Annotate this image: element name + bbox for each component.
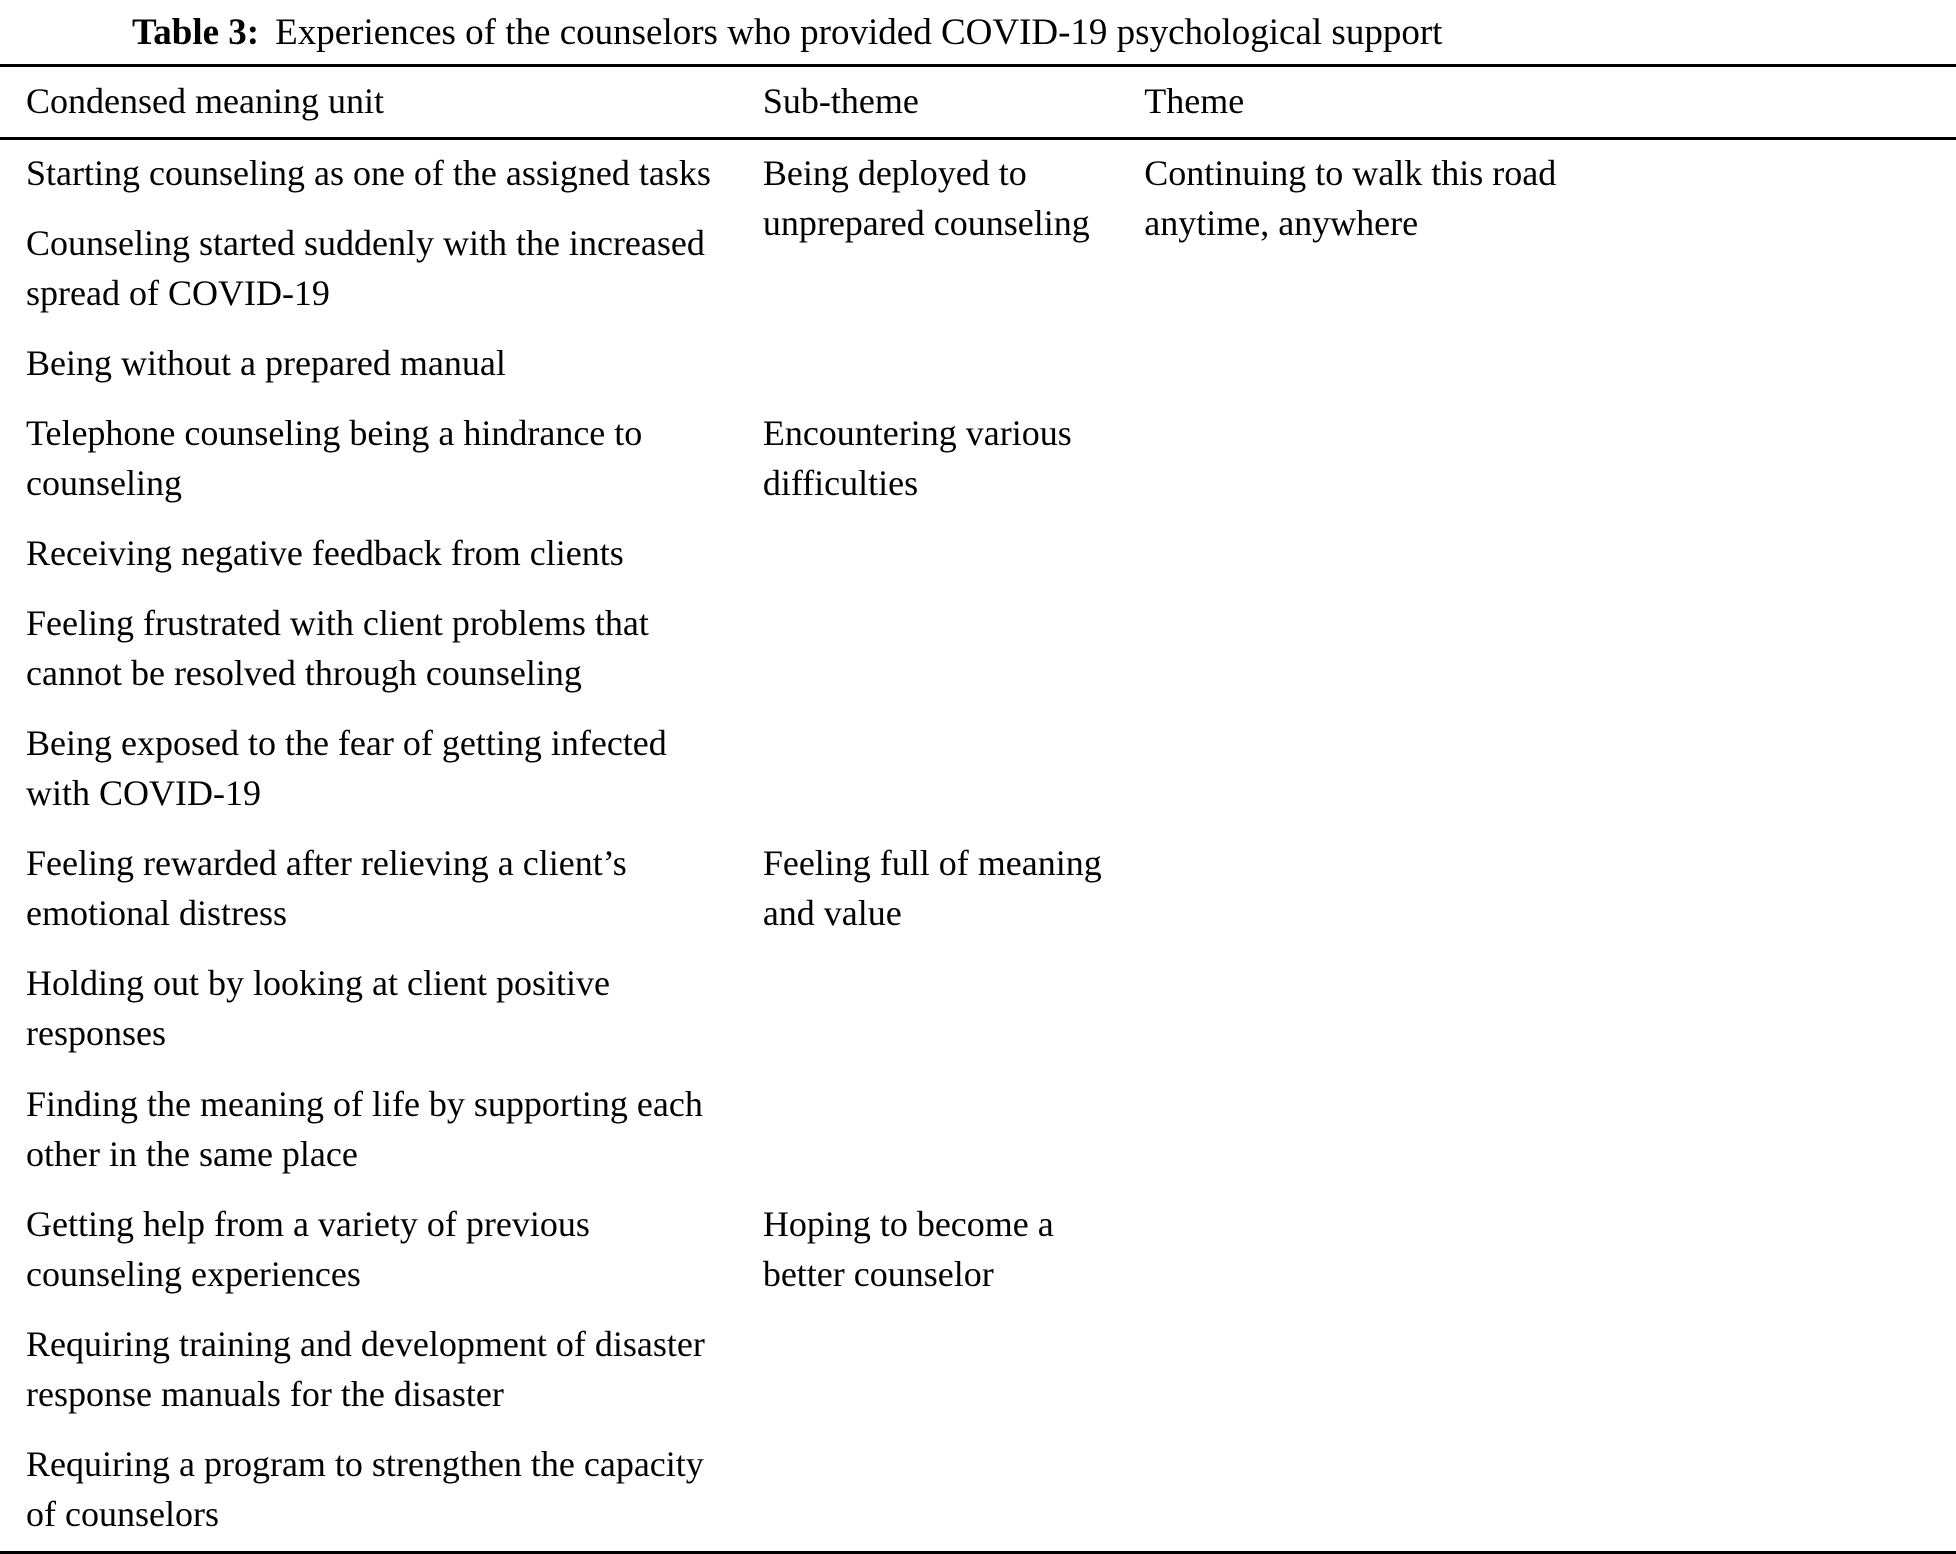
- table-caption: [0, 0, 1956, 64]
- column-header-condensed-meaning-unit: Condensed meaning unit: [0, 66, 763, 139]
- sub-theme-cell: Hoping to become a better counselor: [762, 1203, 1054, 1294]
- table-row: [0, 139, 1956, 211]
- condensed-meaning-unit-cell: Receiving negative feedback from clients: [26, 533, 624, 574]
- sub-theme-cell: Feeling full of meaning and value: [762, 843, 1102, 934]
- condensed-meaning-unit-cell: Requiring training and development of disaster response manuals for the disaster: [26, 1323, 705, 1414]
- condensed-meaning-unit-cell: Being without a prepared manual: [26, 343, 506, 384]
- condensed-meaning-unit-cell: Starting counseling as one of the assigned tasks: [26, 153, 711, 194]
- sub-theme-cell: Encountering various difficulties: [762, 413, 1072, 504]
- table-body: [0, 139, 1956, 1553]
- sub-theme-cell: Being deployed to unprepared counseling: [762, 153, 1090, 244]
- condensed-meaning-unit-cell: Holding out by looking at client positive responses: [26, 963, 610, 1054]
- condensed-meaning-unit-cell: Getting help from a variety of previous counseling experiences: [26, 1203, 590, 1294]
- condensed-meaning-unit-cell: Finding the meaning of life by supporting each other in the same place: [26, 1083, 703, 1174]
- table-caption-label: Table 3:: [132, 12, 260, 53]
- condensed-meaning-unit-cell: Feeling rewarded after relieving a client’s emotional distress: [26, 843, 627, 934]
- counselor-experiences-table: [0, 64, 1956, 1554]
- header-row: [0, 66, 1956, 139]
- column-header-sub-theme: Sub-theme: [763, 66, 1144, 139]
- column-header-theme: Theme: [1144, 66, 1956, 139]
- condensed-meaning-unit-cell: Telephone counseling being a hindrance to counseling: [26, 413, 643, 504]
- condensed-meaning-unit-cell: Requiring a program to strengthen the capacity of counselors: [26, 1443, 704, 1534]
- condensed-meaning-unit-cell: Counseling started suddenly with the increased spread of COVID-19: [26, 223, 705, 314]
- condensed-meaning-unit-cell: Being exposed to the fear of getting infected with COVID-19: [26, 723, 667, 814]
- condensed-meaning-unit-cell: Feeling frustrated with client problems that cannot be resolved through counseling: [26, 603, 649, 694]
- table-caption-text: Experiences of the counselors who provided COVID-19 psychological support: [275, 12, 1443, 53]
- theme-cell: Continuing to walk this road anytime, anywhere: [1144, 153, 1557, 244]
